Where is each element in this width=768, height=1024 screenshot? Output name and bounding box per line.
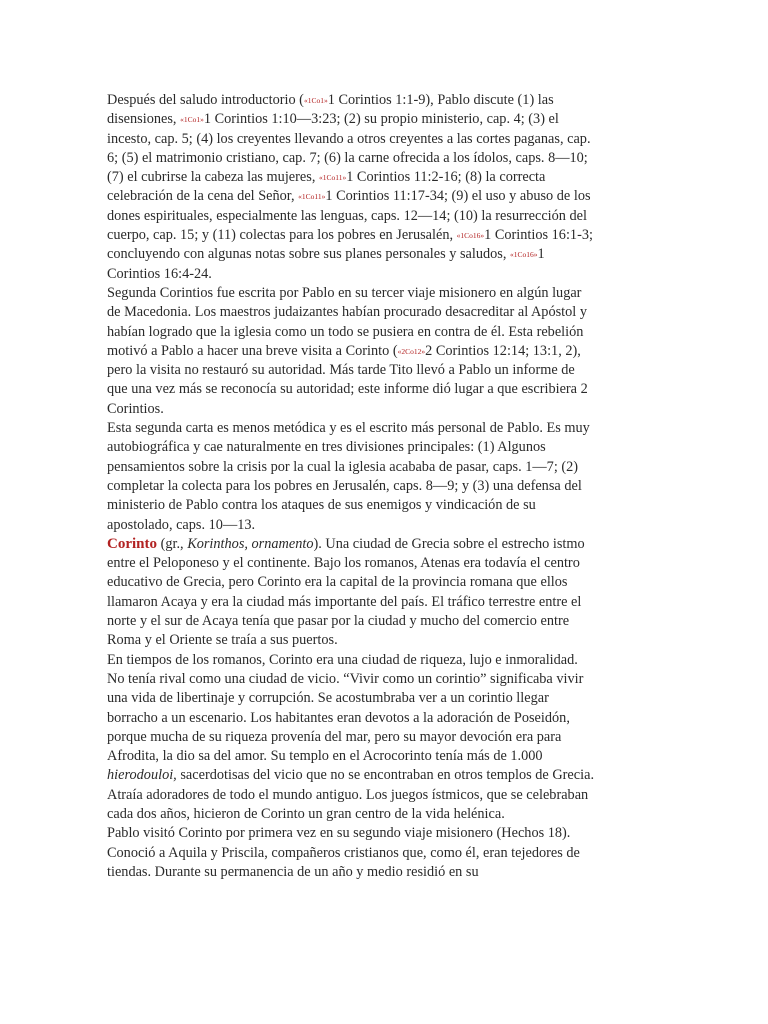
text: 1 Corintios 1:1-9), Pablo discute (1) las disensiones,: [107, 92, 554, 128]
paragraph-2-corintios-divisions: [107, 419, 595, 535]
text: 1 Corintios 11:2-16; (8) la correcta celebración de la cena del Señor,: [107, 169, 546, 205]
scripture-ref-link[interactable]: «1Co16»: [510, 250, 538, 260]
scripture-ref-link[interactable]: «1Co11»: [318, 173, 347, 183]
scripture-ref-link[interactable]: «1Co1»: [180, 115, 204, 125]
entry-heading: Corinto: [107, 535, 157, 552]
italic-text: hierodouloi,: [107, 767, 177, 784]
paragraph-corinto-roman-times: [107, 651, 595, 825]
text: Esta segunda carta es menos metódica y es el escrito más personal de Pablo. Es muy autobiográfica y cae naturalmente en tres divisiones principales: (1) Algunos pensamientos sobre la crisis por la cual la iglesia acababa de pasar, caps. 1—7; (2) completar la colecta para los pobres en Jerusalén, caps. 8—9; y (3) una defensa del ministerio de Pablo contra los ataques de sus enemigos y vindicación de su apostolado, caps. 10—13.: [107, 420, 590, 533]
text: Segunda Corintios fue escrita por Pablo en su tercer viaje misionero en algún lugar de Macedonia. Los maestros judaizantes habían procurado desacreditar al Apóstol y habían logrado que la iglesia como un todo se pusiera en contra de él. Esta rebelión motivó a Pablo a hacer una breve visita a Corinto (: [107, 284, 587, 359]
text: 1 Corintios 16:4-24.: [107, 246, 545, 282]
document-body: [107, 91, 595, 882]
text: En tiempos de los romanos, Corinto era una ciudad de riqueza, lujo e inmoralidad. No tenía rival como una ciudad de vicio. “Vivir como un corintio” significaba vivir una vida de libertinaje y corrupción. Se acostumbraba ver a un corintio llegar borracho a un escenario. Los habitantes eran devotos a la adoración de Poseidón, porque mucha de su riqueza provenía del mar, pero su mayor devoción era para Afrodita, la dio sa del amor. Su templo en el Acrocorinto tenía más de 1.000: [107, 651, 584, 765]
scripture-ref-link[interactable]: «2Co12»: [397, 346, 426, 356]
paragraph-corinto-entry: [107, 535, 595, 651]
text: (gr.,: [157, 535, 188, 552]
scripture-ref-link[interactable]: «1Co11»: [298, 192, 326, 202]
text: Pablo visitó Corinto por primera vez en su segundo viaje misionero (Hechos 18). Conoció a Aquila y Priscila, compañeros cristianos que, como él, eran tejedores de tiendas. Durante su permanencia de un año y medio residió en su: [107, 825, 580, 880]
paragraph-1-corintios-outline: [107, 91, 595, 284]
text: 1 Corintios 1:10—3:23; (2) su propio ministerio, cap. 4; (3) el incesto, cap. 5; (4) los creyentes llevando a otros creyentes a las cortes paganas, cap. 6; (5) el matrimonio cristiano, cap. 7; (6) la carne ofrecida a los ídolos, caps. 8—10; (7) el cubrirse la cabeza las mujeres,: [107, 111, 591, 186]
text: sacerdotisas del vicio que no se encontraban en otros templos de Grecia. Atraía adoradores de todo el mundo antiguo. Los juegos ístmicos, que se celebraban cada dos años, hicieron de Corinto un gran centro de la vida helénica.: [107, 767, 595, 822]
text: Después del saludo introductorio (: [107, 92, 304, 108]
text: 2 Corintios 12:14; 13:1, 2), pero la visita no restauró su autoridad. Más tarde Tito llevó a Pablo un informe de que una vez más se reconocía su autoridad; este informe dió lugar a que escribiera 2 Corintios.: [107, 342, 588, 417]
scripture-ref-link[interactable]: «1Co16»: [456, 231, 485, 241]
text: ). Una ciudad de Grecia sobre el estrecho istmo entre el Peloponeso y el continente. Bajo los romanos, Atenas era todavía el centro educativo de Grecia, pero Corinto era la capital de la provincia romana que ellos llamaron Acaya y era la ciudad más importante del país. El tráfico terrestre entre el norte y el sur de Acaya tenía que pasar por la ciudad y mucho del comercio entre Roma y el Oriente se traía a sus puertos.: [107, 535, 585, 649]
text: 1 Corintios 16:1-3; concluyendo con algunas notas sobre sus planes personales y saludos,: [107, 227, 593, 263]
text: 1 Corintios 11:17-34; (9) el uso y abuso de los dones espirituales, especialmente las lenguas, caps. 12—14; (10) la resurrección del cuerpo, cap. 15; y (11) colectas para los pobres en Jerusalén,: [107, 188, 591, 244]
paragraph-pablo-visit: [107, 824, 595, 882]
italic-text: Korinthos, ornamento: [187, 535, 314, 552]
paragraph-2-corintios-origin: [107, 284, 595, 419]
scripture-ref-link[interactable]: «1Co1»: [303, 96, 328, 105]
